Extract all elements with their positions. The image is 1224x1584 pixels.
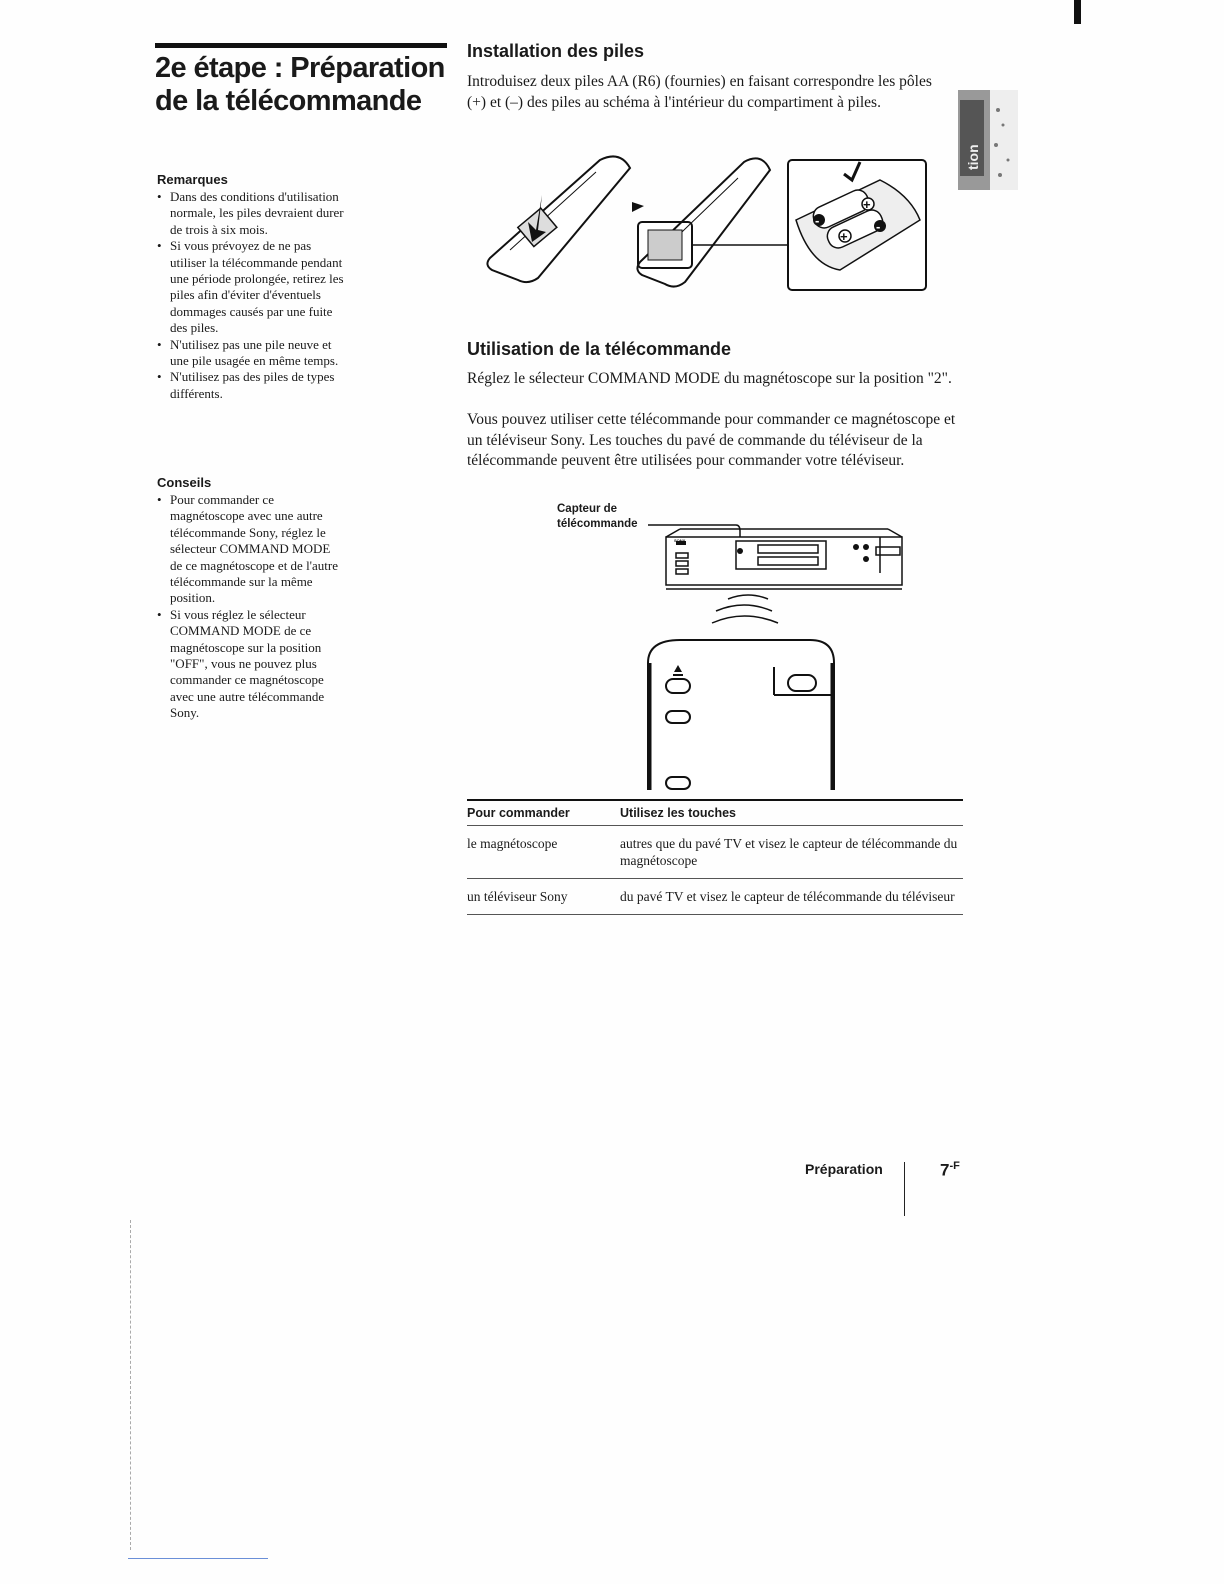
remote-usage-illustration xyxy=(640,515,920,795)
table-cell: un téléviseur Sony xyxy=(467,879,620,915)
list-item: • N'utilisez pas une pile neuve et une pile usagée en même temps. xyxy=(155,337,345,370)
command-table xyxy=(467,799,963,915)
table-cell: le magnétoscope xyxy=(467,826,620,879)
bottom-edge-line xyxy=(128,1558,268,1559)
table-cell: autres que du pavé TV et visez le capteur de télécommande du magnétoscope xyxy=(620,826,963,879)
list-item: • Dans des conditions d'utilisation normale, les piles devraient durer de trois à six mois. xyxy=(155,189,345,238)
conseils-list xyxy=(155,492,345,722)
page-number-suffix: -F xyxy=(949,1160,960,1172)
svg-text:-: - xyxy=(876,219,881,234)
utilisation-para-2: Vous pouvez utiliser cette télécommande pour commander ce magnétoscope et un téléviseur Sony. Les touches du pavé de commande du téléviseur de la télécommande peuvent être utilisées pour commander votre téléviseur. xyxy=(467,411,956,469)
title-rule xyxy=(155,43,447,48)
remarques-heading: Remarques xyxy=(157,172,228,187)
table-row xyxy=(467,826,963,879)
remarques-list xyxy=(155,189,345,402)
utilisation-heading: Utilisation de la télécommande xyxy=(467,339,732,359)
corner-registration-mark xyxy=(1074,0,1081,24)
footer-section-label: Préparation xyxy=(805,1161,883,1177)
next-arrow-icon xyxy=(632,202,644,212)
table-row xyxy=(467,879,963,915)
sensor-caption-line-2: télécommande xyxy=(557,518,638,530)
sensor-caption xyxy=(557,502,638,532)
utilisation-para-1: Réglez le sélecteur COMMAND MODE du magnétoscope sur la position "2". xyxy=(467,370,952,387)
table-header-row xyxy=(467,800,963,826)
svg-text:-: - xyxy=(815,213,820,228)
table-header-cell: Pour commander xyxy=(467,800,620,826)
conseils-heading: Conseils xyxy=(157,475,212,490)
table-header-cell: Utilisez les touches xyxy=(620,800,963,826)
installation-text: Introduisez deux piles AA (R6) (fournies) en faisant correspondre les pôles (+) et (–) des piles au schéma à l'intérieur du compartiment à piles. xyxy=(467,73,932,111)
sensor-caption-line-1: Capteur de xyxy=(557,503,618,515)
svg-text:+: + xyxy=(840,229,848,244)
list-item: • Si vous réglez le sélecteur COMMAND MODE de ce magnétoscope sur la position "OFF", vous ne pouvez plus commander ce magnétoscope avec une autre télécommande Sony. xyxy=(155,607,345,722)
margin-trim-line xyxy=(130,1220,131,1550)
list-item: • Si vous prévoyez de ne pas utiliser la télécommande pendant une période prolongée, retirez les piles afin d'éviter d'éventuels dommages causés par une fuite des piles. xyxy=(155,238,345,336)
page-number xyxy=(940,1160,960,1181)
list-item: • Pour commander ce magnétoscope avec une autre télécommande Sony, réglez le sélecteur COMMAND MODE de ce magnétoscope et de l'autre télécommande sur la même position. xyxy=(155,492,345,607)
svg-text:+: + xyxy=(863,197,871,212)
footer-divider xyxy=(904,1162,905,1216)
battery-installation-illustration xyxy=(480,150,930,300)
table-cell: du pavé TV et visez le capteur de télécommande du téléviseur xyxy=(620,879,963,915)
vcr-brand-label: SONY xyxy=(674,538,686,543)
page-number-value: 7 xyxy=(940,1160,950,1180)
tab-text: tion xyxy=(965,144,981,170)
installation-heading: Installation des piles xyxy=(467,41,645,61)
section-tab-thumb xyxy=(958,90,1018,190)
list-item: • N'utilisez pas des piles de types différents. xyxy=(155,369,345,402)
page-title: 2e étape : Préparation de la télécommande xyxy=(155,52,445,117)
